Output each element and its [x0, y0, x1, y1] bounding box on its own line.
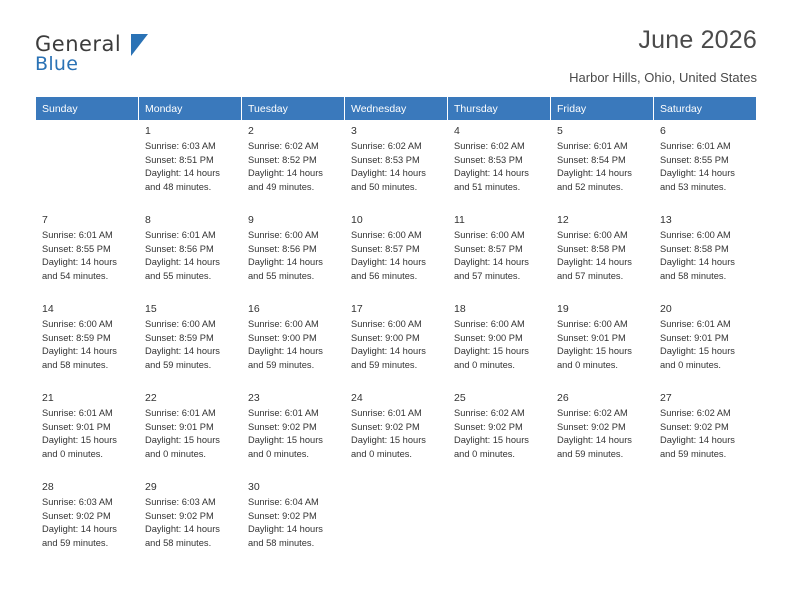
weekday-header-friday: Friday — [551, 97, 654, 121]
day-sun-info — [139, 229, 241, 283]
day-number: 4 — [454, 125, 460, 137]
day-number: 7 — [42, 214, 48, 226]
day-number: 20 — [660, 303, 672, 315]
day-sun-info — [36, 496, 138, 550]
page-title: June 2026 — [638, 26, 757, 54]
calendar-day-cell[interactable] — [139, 210, 242, 299]
weekday-header-wednesday: Wednesday — [345, 97, 448, 121]
day-sun-info — [139, 318, 241, 372]
day-info-line: Sunrise: 6:01 AM — [557, 141, 628, 151]
day-info-line: Sunrise: 6:00 AM — [557, 319, 628, 329]
day-info-line: Sunrise: 6:00 AM — [557, 230, 628, 240]
calendar-day-cell[interactable] — [242, 210, 345, 299]
day-sun-info — [654, 229, 756, 283]
day-info-line: Sunrise: 6:03 AM — [145, 497, 216, 507]
day-info-line: and 0 minutes. — [351, 448, 412, 459]
flag-icon — [131, 34, 148, 56]
day-sun-info — [139, 496, 241, 550]
day-info-line: and 59 minutes. — [248, 359, 315, 370]
day-info-line: and 0 minutes. — [454, 448, 515, 459]
day-info-line: Daylight: 14 hours — [557, 257, 632, 268]
weekday-header-thursday: Thursday — [448, 97, 551, 121]
day-info-line: Sunset: 8:51 PM — [145, 154, 214, 165]
day-info-line: Sunset: 8:59 PM — [42, 332, 111, 343]
day-info-line: and 58 minutes. — [42, 359, 109, 370]
day-info-line: Sunrise: 6:01 AM — [42, 408, 113, 418]
day-number: 21 — [42, 392, 54, 404]
day-info-line: Sunrise: 6:01 AM — [145, 230, 216, 240]
calendar-day-cell[interactable] — [654, 299, 757, 388]
day-number: 30 — [248, 481, 260, 493]
day-info-line: Daylight: 14 hours — [145, 346, 220, 357]
day-sun-info — [551, 229, 653, 283]
day-info-line: Daylight: 14 hours — [660, 435, 735, 446]
day-number: 3 — [351, 125, 357, 137]
weekday-header-monday: Monday — [139, 97, 242, 121]
day-info-line: Sunset: 8:53 PM — [351, 154, 420, 165]
day-info-line: Sunset: 9:02 PM — [145, 510, 214, 521]
day-info-line: Sunset: 8:55 PM — [42, 243, 111, 254]
day-info-line: Sunset: 9:01 PM — [660, 332, 729, 343]
day-info-line: and 0 minutes. — [660, 359, 721, 370]
day-sun-info — [242, 229, 344, 283]
day-number: 2 — [248, 125, 254, 137]
calendar-day-cell[interactable] — [654, 388, 757, 477]
day-number: 11 — [454, 214, 465, 226]
calendar-day-cell[interactable] — [448, 210, 551, 299]
day-info-line: Sunset: 8:58 PM — [557, 243, 626, 254]
day-number: 22 — [145, 392, 157, 404]
page-header — [35, 26, 757, 96]
day-info-line: and 59 minutes. — [660, 448, 727, 459]
day-number: 12 — [557, 214, 569, 226]
day-number: 14 — [42, 303, 54, 315]
calendar-day-cell[interactable] — [36, 210, 139, 299]
day-info-line: Sunrise: 6:00 AM — [351, 230, 422, 240]
day-info-line: Daylight: 15 hours — [660, 346, 735, 357]
day-sun-info — [242, 407, 344, 461]
day-info-line: Sunset: 8:56 PM — [145, 243, 214, 254]
day-sun-info — [448, 407, 550, 461]
day-info-line: Sunrise: 6:01 AM — [660, 141, 731, 151]
calendar-day-cell[interactable] — [448, 388, 551, 477]
day-info-line: Sunset: 9:00 PM — [454, 332, 523, 343]
calendar-day-cell[interactable] — [139, 121, 242, 210]
day-number: 16 — [248, 303, 260, 315]
day-info-line: Sunrise: 6:02 AM — [454, 141, 525, 151]
calendar-day-cell[interactable] — [345, 121, 448, 210]
calendar-week-row — [36, 121, 757, 210]
day-info-line: and 59 minutes. — [557, 448, 624, 459]
weekday-header-sunday: Sunday — [36, 97, 139, 121]
day-sun-info — [36, 318, 138, 372]
day-sun-info — [139, 407, 241, 461]
day-info-line: Sunrise: 6:02 AM — [557, 408, 628, 418]
day-sun-info — [36, 407, 138, 461]
day-info-line: Sunset: 9:02 PM — [248, 421, 317, 432]
day-info-line: Daylight: 14 hours — [454, 257, 529, 268]
calendar-body — [36, 121, 757, 566]
day-info-line: Sunset: 9:01 PM — [557, 332, 626, 343]
day-info-line: Sunrise: 6:01 AM — [145, 408, 216, 418]
day-info-line: and 50 minutes. — [351, 181, 418, 192]
day-info-line: Daylight: 14 hours — [557, 168, 632, 179]
day-info-line: Sunset: 8:53 PM — [454, 154, 523, 165]
day-info-line: Sunrise: 6:00 AM — [454, 230, 525, 240]
day-info-line: and 59 minutes. — [42, 537, 109, 548]
day-sun-info — [139, 140, 241, 194]
day-info-line: Daylight: 14 hours — [351, 257, 426, 268]
day-info-line: and 58 minutes. — [145, 537, 212, 548]
calendar-day-cell[interactable] — [139, 477, 242, 566]
weekday-header-tuesday: Tuesday — [242, 97, 345, 121]
day-info-line: Sunset: 8:52 PM — [248, 154, 317, 165]
day-sun-info — [448, 318, 550, 372]
day-number: 8 — [145, 214, 151, 226]
calendar-week-row — [36, 299, 757, 388]
day-sun-info — [551, 318, 653, 372]
day-info-line: Daylight: 14 hours — [557, 435, 632, 446]
calendar-week-row — [36, 388, 757, 477]
day-info-line: Sunset: 9:02 PM — [351, 421, 420, 432]
day-info-line: Sunrise: 6:00 AM — [145, 319, 216, 329]
day-info-line: Sunset: 9:02 PM — [42, 510, 111, 521]
day-number: 23 — [248, 392, 260, 404]
day-info-line: and 55 minutes. — [145, 270, 212, 281]
day-info-line: Daylight: 15 hours — [557, 346, 632, 357]
calendar-day-cell[interactable] — [551, 388, 654, 477]
day-info-line: and 49 minutes. — [248, 181, 315, 192]
day-info-line: Sunrise: 6:01 AM — [248, 408, 319, 418]
calendar-day-cell[interactable] — [654, 121, 757, 210]
day-sun-info — [242, 496, 344, 550]
day-info-line: and 59 minutes. — [351, 359, 418, 370]
day-info-line: and 58 minutes. — [660, 270, 727, 281]
day-number: 5 — [557, 125, 563, 137]
day-info-line: Sunset: 9:01 PM — [42, 421, 111, 432]
day-info-line: Daylight: 14 hours — [351, 346, 426, 357]
weekday-header-saturday: Saturday — [654, 97, 757, 121]
day-sun-info — [345, 318, 447, 372]
day-info-line: Daylight: 14 hours — [248, 346, 323, 357]
day-sun-info — [448, 229, 550, 283]
day-sun-info — [654, 140, 756, 194]
day-info-line: Daylight: 14 hours — [42, 346, 117, 357]
day-number: 24 — [351, 392, 363, 404]
day-info-line: Sunrise: 6:01 AM — [660, 319, 731, 329]
day-info-line: and 0 minutes. — [454, 359, 515, 370]
day-info-line: Daylight: 14 hours — [248, 168, 323, 179]
day-info-line: Sunset: 8:56 PM — [248, 243, 317, 254]
calendar-day-cell[interactable] — [139, 388, 242, 477]
day-number: 19 — [557, 303, 569, 315]
day-info-line: Daylight: 15 hours — [248, 435, 323, 446]
calendar-day-cell[interactable] — [551, 299, 654, 388]
day-sun-info — [242, 318, 344, 372]
day-info-line: Daylight: 15 hours — [454, 435, 529, 446]
day-info-line: Sunrise: 6:01 AM — [351, 408, 422, 418]
day-info-line: and 58 minutes. — [248, 537, 315, 548]
calendar-day-cell[interactable] — [242, 121, 345, 210]
day-info-line: Sunset: 9:02 PM — [454, 421, 523, 432]
day-info-line: and 55 minutes. — [248, 270, 315, 281]
day-info-line: Sunset: 9:02 PM — [557, 421, 626, 432]
day-number: 18 — [454, 303, 466, 315]
day-info-line: and 0 minutes. — [248, 448, 309, 459]
calendar-cell-empty — [345, 477, 448, 566]
calendar-day-cell[interactable] — [551, 121, 654, 210]
calendar-day-cell[interactable] — [36, 477, 139, 566]
day-info-line: and 59 minutes. — [145, 359, 212, 370]
calendar-day-cell[interactable] — [448, 121, 551, 210]
day-sun-info — [551, 140, 653, 194]
day-number: 27 — [660, 392, 672, 404]
logo-general-text: General — [35, 32, 122, 56]
day-sun-info — [345, 407, 447, 461]
day-number: 17 — [351, 303, 363, 315]
day-info-line: Sunset: 9:01 PM — [145, 421, 214, 432]
day-number: 13 — [660, 214, 672, 226]
day-info-line: Sunrise: 6:00 AM — [454, 319, 525, 329]
logo — [35, 32, 255, 75]
calendar-day-cell[interactable] — [345, 388, 448, 477]
day-sun-info — [654, 318, 756, 372]
day-info-line: Daylight: 14 hours — [145, 257, 220, 268]
day-info-line: Daylight: 15 hours — [42, 435, 117, 446]
day-info-line: Sunrise: 6:00 AM — [248, 319, 319, 329]
day-number: 15 — [145, 303, 157, 315]
calendar-day-cell[interactable] — [345, 210, 448, 299]
day-info-line: Daylight: 14 hours — [351, 168, 426, 179]
calendar-cell-empty — [551, 477, 654, 566]
calendar-day-cell[interactable] — [345, 299, 448, 388]
day-info-line: Daylight: 14 hours — [145, 524, 220, 535]
day-info-line: Sunset: 9:00 PM — [248, 332, 317, 343]
day-info-line: Sunrise: 6:02 AM — [454, 408, 525, 418]
day-info-line: Daylight: 14 hours — [42, 524, 117, 535]
day-number: 28 — [42, 481, 54, 493]
day-info-line: Sunrise: 6:03 AM — [42, 497, 113, 507]
day-info-line: Daylight: 15 hours — [454, 346, 529, 357]
calendar-day-cell[interactable] — [242, 299, 345, 388]
day-info-line: and 0 minutes. — [145, 448, 206, 459]
day-number: 6 — [660, 125, 666, 137]
day-info-line: Sunset: 9:00 PM — [351, 332, 420, 343]
day-info-line: Sunrise: 6:02 AM — [660, 408, 731, 418]
day-sun-info — [36, 229, 138, 283]
day-info-line: Daylight: 15 hours — [351, 435, 426, 446]
day-sun-info — [654, 407, 756, 461]
calendar-header-row — [36, 97, 757, 121]
day-info-line: and 53 minutes. — [660, 181, 727, 192]
calendar-table — [35, 96, 757, 566]
day-number: 1 — [145, 125, 151, 137]
calendar-cell-empty — [36, 121, 139, 210]
calendar-day-cell[interactable] — [242, 477, 345, 566]
day-info-line: Daylight: 14 hours — [248, 524, 323, 535]
day-info-line: Daylight: 14 hours — [660, 257, 735, 268]
calendar-week-row — [36, 210, 757, 299]
day-info-line: and 0 minutes. — [42, 448, 103, 459]
calendar-day-cell[interactable] — [36, 388, 139, 477]
day-info-line: Daylight: 14 hours — [660, 168, 735, 179]
calendar-day-cell[interactable] — [551, 210, 654, 299]
day-info-line: Sunrise: 6:00 AM — [42, 319, 113, 329]
day-sun-info — [345, 140, 447, 194]
day-info-line: and 57 minutes. — [454, 270, 521, 281]
day-info-line: Daylight: 15 hours — [145, 435, 220, 446]
day-info-line: Sunset: 8:55 PM — [660, 154, 729, 165]
calendar-day-cell[interactable] — [242, 388, 345, 477]
day-info-line: Sunrise: 6:00 AM — [351, 319, 422, 329]
calendar-week-row — [36, 477, 757, 566]
day-info-line: Sunset: 8:59 PM — [145, 332, 214, 343]
calendar-day-cell[interactable] — [36, 299, 139, 388]
location-subtitle: Harbor Hills, Ohio, United States — [569, 70, 757, 85]
day-info-line: Daylight: 14 hours — [145, 168, 220, 179]
logo-blue-text: Blue — [35, 53, 79, 75]
day-info-line: Sunrise: 6:04 AM — [248, 497, 319, 507]
day-info-line: and 56 minutes. — [351, 270, 418, 281]
day-number: 9 — [248, 214, 254, 226]
calendar-cell-empty — [654, 477, 757, 566]
day-info-line: Sunset: 8:58 PM — [660, 243, 729, 254]
day-info-line: Sunrise: 6:03 AM — [145, 141, 216, 151]
calendar-day-cell[interactable] — [139, 299, 242, 388]
day-number: 25 — [454, 392, 466, 404]
day-info-line: Sunrise: 6:02 AM — [351, 141, 422, 151]
day-info-line: Sunset: 9:02 PM — [248, 510, 317, 521]
day-info-line: and 51 minutes. — [454, 181, 521, 192]
day-info-line: Sunset: 8:57 PM — [351, 243, 420, 254]
day-number: 29 — [145, 481, 157, 493]
day-info-line: and 48 minutes. — [145, 181, 212, 192]
day-number: 26 — [557, 392, 569, 404]
calendar-day-cell[interactable] — [448, 299, 551, 388]
day-info-line: and 54 minutes. — [42, 270, 109, 281]
day-sun-info — [551, 407, 653, 461]
day-info-line: Sunrise: 6:00 AM — [660, 230, 731, 240]
calendar-cell-empty — [448, 477, 551, 566]
day-info-line: Sunset: 8:54 PM — [557, 154, 626, 165]
day-info-line: Sunrise: 6:01 AM — [42, 230, 113, 240]
day-info-line: Sunrise: 6:02 AM — [248, 141, 319, 151]
day-info-line: Daylight: 14 hours — [454, 168, 529, 179]
day-info-line: Sunset: 8:57 PM — [454, 243, 523, 254]
day-info-line: Sunset: 9:02 PM — [660, 421, 729, 432]
day-sun-info — [345, 229, 447, 283]
day-sun-info — [448, 140, 550, 194]
calendar-day-cell[interactable] — [654, 210, 757, 299]
day-info-line: Daylight: 14 hours — [248, 257, 323, 268]
day-info-line: and 57 minutes. — [557, 270, 624, 281]
day-info-line: and 52 minutes. — [557, 181, 624, 192]
day-info-line: and 0 minutes. — [557, 359, 618, 370]
day-sun-info — [242, 140, 344, 194]
day-info-line: Sunrise: 6:00 AM — [248, 230, 319, 240]
day-info-line: Daylight: 14 hours — [42, 257, 117, 268]
day-number: 10 — [351, 214, 363, 226]
